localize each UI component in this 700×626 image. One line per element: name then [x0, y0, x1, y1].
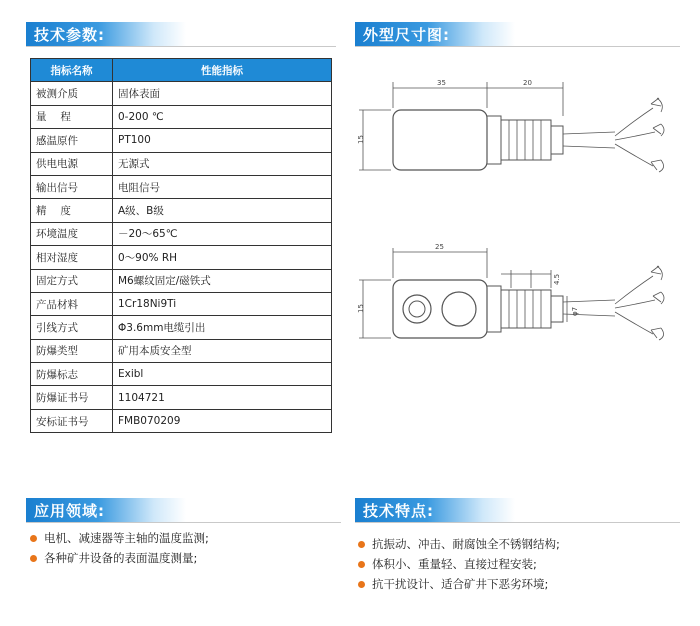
dim-top-left-label: 35: [437, 79, 446, 87]
features-header-rule: [355, 522, 680, 523]
bullet-dot-icon: [30, 535, 37, 542]
dimension-drawing-top: [355, 70, 685, 190]
spec-name-cell: 量 程: [31, 105, 113, 128]
spec-table-row: [31, 152, 332, 175]
bullet-dot-icon: [358, 581, 365, 588]
spec-name-cell: 供电电源: [31, 152, 113, 175]
spec-name-cell: 防爆证书号: [31, 386, 113, 409]
spec-table-row: [31, 199, 332, 222]
spec-name-cell: 引线方式: [31, 316, 113, 339]
spec-name-cell: 产品材料: [31, 292, 113, 315]
application-item: [30, 528, 340, 548]
dims-section-title: 外型尺寸图:: [363, 26, 450, 44]
spec-value-cell: 矿用本质安全型: [113, 339, 332, 362]
spec-value-cell: PT100: [113, 129, 332, 152]
spec-value-cell: 0～90% RH: [113, 246, 332, 269]
spec-table-row: [31, 363, 332, 386]
bullet-dot-icon: [358, 561, 365, 568]
dim-bottom-length-label: 25: [435, 243, 444, 251]
spec-value-cell: 1Cr18Ni9Ti: [113, 292, 332, 315]
spec-table-row: [31, 222, 332, 245]
specs-header-rule: [26, 46, 336, 47]
spec-value-cell: A级、B级: [113, 199, 332, 222]
spec-name-cell: 防爆标志: [31, 363, 113, 386]
dimension-drawing-bottom: [355, 238, 685, 358]
dims-section-header: [355, 22, 515, 46]
features-list: [358, 534, 678, 594]
spec-table-row: [31, 269, 332, 292]
spec-table-row: [31, 386, 332, 409]
dim-top-right-label: 20: [523, 79, 532, 87]
application-item: [30, 548, 340, 568]
dim-bottom-small-1: 4.5: [553, 273, 561, 285]
feature-item: [358, 554, 678, 574]
specs-section-title: 技术参数:: [34, 26, 105, 44]
spec-name-cell: 环境温度: [31, 222, 113, 245]
spec-value-cell: Exibl: [113, 363, 332, 386]
spec-table-row: [31, 105, 332, 128]
spec-col-header-name: 指标名称: [31, 59, 113, 82]
spec-table-row: [31, 246, 332, 269]
feature-item: [358, 534, 678, 554]
spec-table-row: [31, 82, 332, 105]
dim-top-height-label: 15: [357, 135, 365, 144]
apps-header-rule: [26, 522, 341, 523]
spec-table: [30, 58, 332, 433]
dim-bottom-small-2: φ7: [571, 306, 579, 316]
spec-value-cell: Φ3.6mm电缆引出: [113, 316, 332, 339]
dim-bottom-height-label: 15: [357, 304, 365, 313]
apps-section-title: 应用领域:: [34, 502, 105, 520]
spec-table-row: [31, 292, 332, 315]
spec-table-header-row: [31, 59, 332, 82]
spec-col-header-value: 性能指标: [113, 59, 332, 82]
spec-value-cell: FMB070209: [113, 409, 332, 432]
spec-value-cell: M6螺纹固定/磁铁式: [113, 269, 332, 292]
specs-section-header: [26, 22, 186, 46]
spec-name-cell: 防爆类型: [31, 339, 113, 362]
spec-table-row: [31, 129, 332, 152]
spec-name-cell: 固定方式: [31, 269, 113, 292]
features-section-header: [355, 498, 515, 522]
spec-name-cell: 精 度: [31, 199, 113, 222]
spec-table-row: [31, 339, 332, 362]
spec-name-cell: 感温原件: [31, 129, 113, 152]
spec-table-row: [31, 175, 332, 198]
spec-name-cell: 安标证书号: [31, 409, 113, 432]
spec-table-row: [31, 316, 332, 339]
applications-list: [30, 528, 340, 568]
feature-item-text: 体积小、重量轻、直接过程安装;: [372, 557, 537, 571]
dims-header-rule: [355, 46, 680, 47]
spec-name-cell: 相对湿度: [31, 246, 113, 269]
spec-value-cell: 固体表面: [113, 82, 332, 105]
bullet-dot-icon: [30, 555, 37, 562]
feature-item-text: 抗振动、冲击、耐腐蚀全不锈钢结构;: [372, 537, 560, 551]
spec-table-row: [31, 409, 332, 432]
spec-value-cell: 无源式: [113, 152, 332, 175]
spec-value-cell: 电阻信号: [113, 175, 332, 198]
spec-name-cell: 被测介质: [31, 82, 113, 105]
application-item-text: 各种矿井设备的表面温度测量;: [44, 551, 198, 565]
spec-value-cell: 1104721: [113, 386, 332, 409]
spec-value-cell: －20～65℃: [113, 222, 332, 245]
spec-name-cell: 输出信号: [31, 175, 113, 198]
apps-section-header: [26, 498, 186, 522]
features-section-title: 技术特点:: [363, 502, 434, 520]
bullet-dot-icon: [358, 541, 365, 548]
application-item-text: 电机、减速器等主轴的温度监测;: [44, 531, 209, 545]
spec-value-cell: 0-200 ℃: [113, 105, 332, 128]
feature-item: [358, 574, 678, 594]
feature-item-text: 抗干扰设计、适合矿井下恶劣环境;: [372, 577, 549, 591]
